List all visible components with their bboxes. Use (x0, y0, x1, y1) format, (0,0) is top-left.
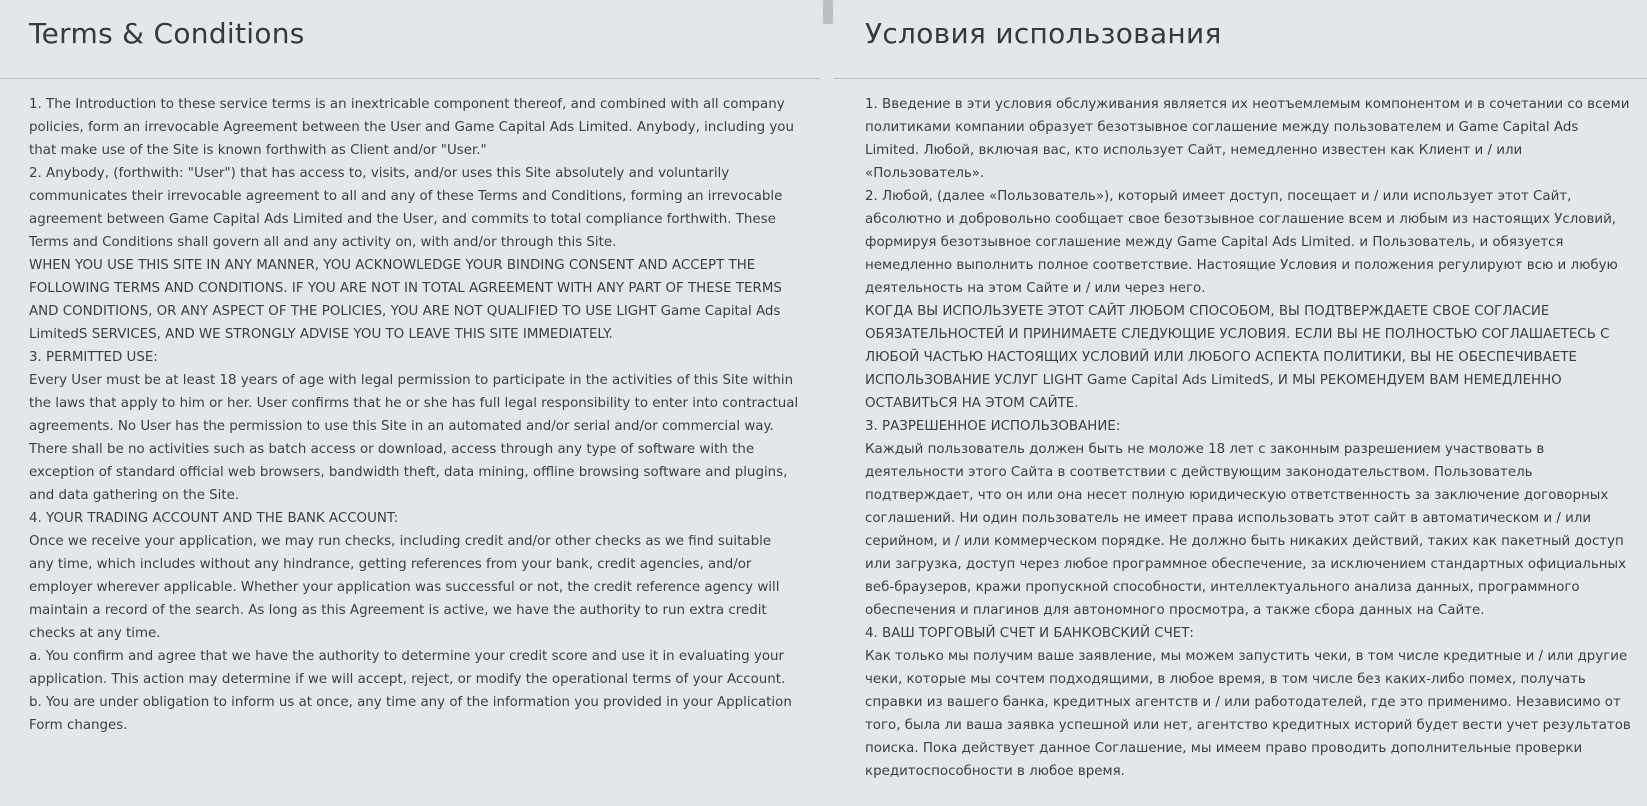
russian-paragraph-5: Каждый пользователь должен быть не моложе 18 лет с законным разрешением участвовать в деятельности этого Сайта в соответствии с действующим законодательством. Пользователь подтверждает, что он или она несет полную юридическую ответственность за заключение договорных соглашений. Ни один пользователь не имеет права использовать этот сайт в автоматическом и / или серийном, и / или коммерческом порядке. Не должно быть никаких действий, таких как пакетный доступ или загрузка, доступ через любое программное обеспечение, за исключением стандартных официальных веб-браузеров, кражи пропускной способности, интеллектуального анализа данных, программного обеспечения и плагинов для автономного просмотра, а также сбора данных на Сайте. (865, 442, 1626, 618)
english-title-divider (0, 78, 836, 79)
english-paragraph-1: 1. The Introduction to these service terms is an inextricable component thereof, and combined with all company policies, form an irrevocable Agreement between the User and Game Capital Ads Limited. Anybody, including you that make use of the Site is known forthwith as Client and/or "User." (29, 97, 794, 158)
russian-title-divider (836, 78, 1647, 79)
left-scrollbar[interactable] (820, 0, 834, 806)
russian-paragraph-2: 2. Любой, (далее «Пользователь»), который имеет доступ, посещает и / или использует этот Сайт, абсолютно и добровольно сообщает свое безотзывное соглашение всем и любым из настоящих Условий, формируя безотзывное соглашение между Game Capital Ads Limited. и Пользователь, и обязуется немедленно выполнить полное соответствие. Настоящие Условия и положения регулируют всю и любую деятельность на этом Сайте и / или через него. (865, 189, 1618, 296)
english-title: Terms & Conditions (29, 17, 305, 50)
russian-paragraph-1: 1. Введение в эти условия обслуживания является их неотъемлемым компонентом и в сочетании со всеми политиками компании образует безотзывное соглашение между пользователем и Game Capital Ads Limited. Любой, включая вас, кто использует Сайт, немедленно известен как Клиент и / или «Пользователь». (865, 97, 1630, 181)
english-paragraph-8: a. You confirm and agree that we have the authority to determine your credit score and use it in evaluating your application. This action may determine if we will accept, reject, or modify the operational terms of your Account. (29, 649, 786, 687)
english-paragraph-6: 4. YOUR TRADING ACCOUNT AND THE BANK ACCOUNT: (29, 511, 399, 526)
russian-paragraph-4: 3. РАЗРЕШЕННОЕ ИСПОЛЬЗОВАНИЕ: (865, 419, 1121, 434)
english-paragraph-7: Once we receive your application, we may run checks, including credit and/or other checks as we find suitable any time, which includes without any hindrance, getting references from your bank, credit agencies, and/or employer wherever applicable. Whether your application was successful or not, the credit reference agency will maintain a record of the search. As long as this Agreement is active, we have the authority to run extra credit checks at any time. (29, 534, 780, 641)
russian-terms-body (865, 93, 1635, 783)
english-terms-body (29, 93, 799, 737)
english-paragraph-9: b. You are under obligation to inform us at once, any time any of the information you provided in your Application Form changes. (29, 695, 792, 733)
english-paragraph-3: WHEN YOU USE THIS SITE IN ANY MANNER, YOU ACKNOWLEDGE YOUR BINDING CONSENT AND ACCEPT THE FOLLOWING TERMS AND CONDITIONS. IF YOU ARE NOT IN TOTAL AGREEMENT WITH ANY PART OF THESE TERMS AND CONDITIONS, OR ANY ASPECT OF THE POLICIES, YOU ARE NOT QUALIFIED TO USE LIGHT Game Capital Ads LimitedS SERVICES, AND WE STRONGLY ADVISE YOU TO LEAVE THIS SITE IMMEDIATELY. (29, 258, 782, 342)
russian-paragraph-3: КОГДА ВЫ ИСПОЛЬЗУЕТЕ ЭТОТ САЙТ ЛЮБОМ СПОСОБОМ, ВЫ ПОДТВЕРЖДАЕТЕ СВОЕ СОГЛАСИЕ ОБЯЗАТЕЛЬНОСТЕЙ И ПРИНИМАЕТЕ СЛЕДУЮЩИЕ УСЛОВИЯ. ЕСЛИ ВЫ НЕ ПОЛНОСТЬЮ СОГЛАШАЕТЕСЬ С ЛЮБОЙ ЧАСТЬЮ НАСТОЯЩИХ УСЛОВИЙ ИЛИ ЛЮБОГО АСПЕКТА ПОЛИТИКИ, ВЫ НЕ ОБЕСПЕЧИВАЕТЕ ИСПОЛЬЗОВАНИЕ УСЛУГ LIGHT Game Capital Ads LimitedS, И МЫ РЕКОМЕНДУЕМ ВАМ НЕМЕДЛЕННО ОСТАВИТЬСЯ НА ЭТОМ САЙТЕ. (865, 304, 1610, 411)
english-paragraph-4: 3. PERMITTED USE: (29, 350, 158, 365)
english-paragraph-2: 2. Anybody, (forthwith: "User") that has access to, visits, and/or uses this Site absolutely and voluntarily communicates their irrevocable agreement to all and any of these Terms and Conditions, forming an irrevocable agreement between Game Capital Ads Limited and the User, and commits to total compliance forthwith. These Terms and Conditions shall govern all and any activity on, with and/or through this Site. (29, 166, 783, 250)
russian-paragraph-7: Как только мы получим ваше заявление, мы можем запустить чеки, в том числе кредитные и / или другие чеки, которые мы сочтем подходящими, в любое время, в том числе без каких-либо помех, получать справки из вашего банка, кредитных агентств и / или работодателей, где это применимо. Независимо от того, была ли ваша заявка успешной или нет, агентство кредитных историй будет вести учет результатов поиска. Пока действует данное Соглашение, мы имеем право проводить дополнительные проверки кредитоспособности в любое время. (865, 649, 1631, 779)
english-paragraph-5: Every User must be at least 18 years of age with legal permission to participate in the activities of this Site within the laws that apply to him or her. User confirms that he or she has full legal responsibility to enter into contractual agreements. No User has the permission to use this Site in an automated and/or serial and/or commercial way. There shall be no activities such as batch access or download, access through any type of software with the exception of standard official web browsers, bandwidth theft, data mining, offline browsing software and plugins, and data gathering on the Site. (29, 373, 799, 503)
russian-paragraph-6: 4. ВАШ ТОРГОВЫЙ СЧЕТ И БАНКОВСКИЙ СЧЕТ: (865, 626, 1194, 641)
left-scrollbar-thumb[interactable] (823, 0, 833, 24)
russian-title: Условия использования (865, 17, 1222, 50)
russian-terms-pane (836, 0, 1647, 806)
